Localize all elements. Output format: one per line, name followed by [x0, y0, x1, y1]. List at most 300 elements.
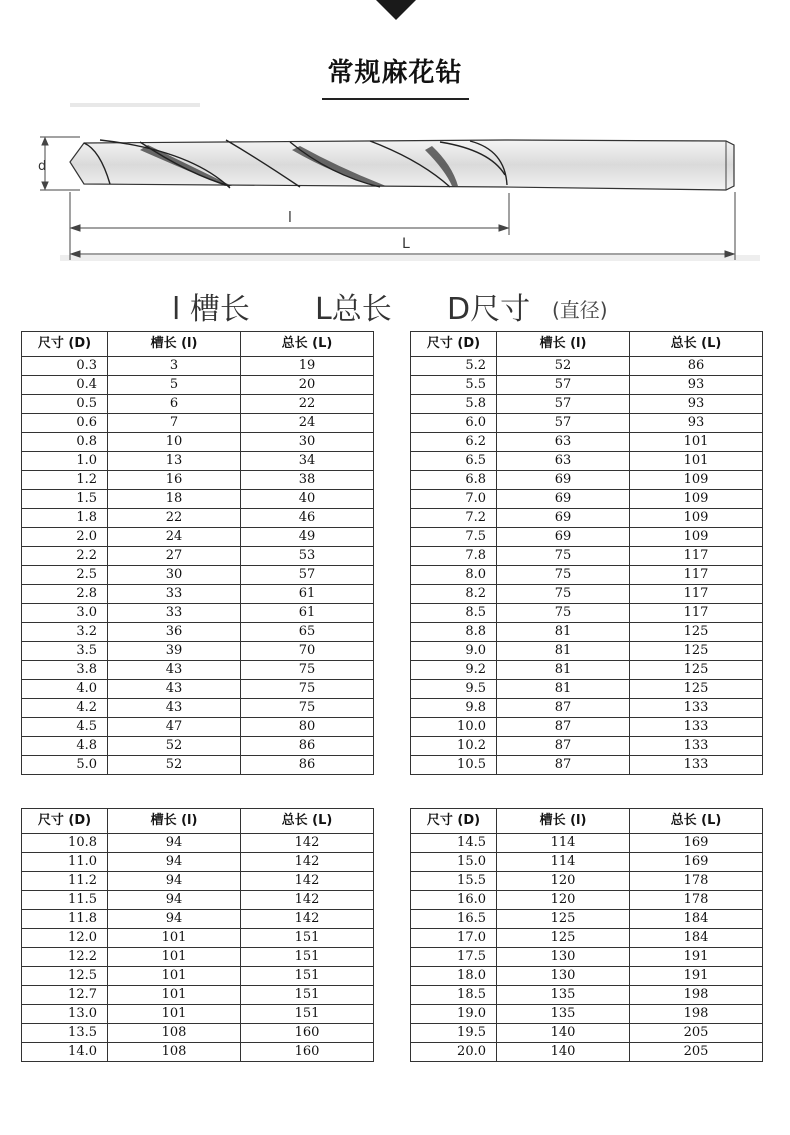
table-row — [22, 471, 374, 490]
cell-total-length: 101 — [630, 452, 763, 471]
cell-groove-length: 75 — [497, 585, 630, 604]
cell-groove-length: 87 — [497, 699, 630, 718]
cell-total-length: 34 — [241, 452, 374, 471]
cell-size: 0.4 — [22, 376, 108, 395]
cell-groove-length: 130 — [497, 967, 630, 986]
cell-total-length: 205 — [630, 1024, 763, 1043]
table-row — [22, 433, 374, 452]
cell-groove-length: 6 — [108, 395, 241, 414]
cell-size: 1.2 — [22, 471, 108, 490]
cell-size: 9.8 — [411, 699, 497, 718]
cell-size: 3.2 — [22, 623, 108, 642]
spec-table-4 — [410, 808, 763, 1062]
cell-total-length: 49 — [241, 528, 374, 547]
spec-table-1 — [21, 331, 374, 775]
table-row — [22, 357, 374, 376]
cell-total-length: 191 — [630, 967, 763, 986]
table-row — [411, 718, 763, 737]
cell-groove-length: 120 — [497, 891, 630, 910]
cell-groove-length: 75 — [497, 547, 630, 566]
header-total-length: 总长 (L) — [241, 332, 374, 357]
cell-total-length: 151 — [241, 1005, 374, 1024]
cell-total-length: 151 — [241, 948, 374, 967]
header-groove-length: 槽长 (l) — [497, 809, 630, 834]
table-row — [22, 490, 374, 509]
cell-size: 17.0 — [411, 929, 497, 948]
cell-total-length: 93 — [630, 376, 763, 395]
table-row — [22, 986, 374, 1005]
cell-total-length: 125 — [630, 680, 763, 699]
cell-groove-length: 57 — [497, 414, 630, 433]
cell-groove-length: 33 — [108, 585, 241, 604]
page-title: 常规麻花钻 — [327, 58, 463, 88]
cell-groove-length: 81 — [497, 680, 630, 699]
cell-size: 2.2 — [22, 547, 108, 566]
cell-total-length: 169 — [630, 834, 763, 853]
cell-size: 12.2 — [22, 948, 108, 967]
cell-total-length: 125 — [630, 661, 763, 680]
table-row — [411, 585, 763, 604]
cell-groove-length: 94 — [108, 872, 241, 891]
cell-groove-length: 101 — [108, 967, 241, 986]
header-size: 尺寸 (D) — [22, 332, 108, 357]
cell-size: 0.3 — [22, 357, 108, 376]
table-row — [411, 395, 763, 414]
cell-groove-length: 81 — [497, 623, 630, 642]
cell-groove-length: 52 — [108, 737, 241, 756]
cell-size: 5.2 — [411, 357, 497, 376]
cell-total-length: 30 — [241, 433, 374, 452]
cell-size: 2.0 — [22, 528, 108, 547]
cell-groove-length: 39 — [108, 642, 241, 661]
table-row — [411, 699, 763, 718]
cell-size: 9.0 — [411, 642, 497, 661]
table-row — [22, 967, 374, 986]
cell-total-length: 133 — [630, 718, 763, 737]
cell-total-length: 65 — [241, 623, 374, 642]
table-row — [411, 414, 763, 433]
header-size: 尺寸 (D) — [411, 332, 497, 357]
cell-size: 10.2 — [411, 737, 497, 756]
cell-total-length: 109 — [630, 490, 763, 509]
cell-total-length: 205 — [630, 1043, 763, 1062]
cell-size: 11.0 — [22, 853, 108, 872]
cell-total-length: 53 — [241, 547, 374, 566]
table-row — [411, 490, 763, 509]
cell-size: 8.2 — [411, 585, 497, 604]
cell-size: 19.5 — [411, 1024, 497, 1043]
cell-size: 10.5 — [411, 756, 497, 775]
spec-table-2 — [410, 331, 763, 775]
cell-total-length: 61 — [241, 604, 374, 623]
cell-groove-length: 125 — [497, 929, 630, 948]
cell-total-length: 109 — [630, 471, 763, 490]
cell-groove-length: 36 — [108, 623, 241, 642]
cell-groove-length: 33 — [108, 604, 241, 623]
table-row — [411, 948, 763, 967]
cell-size: 13.0 — [22, 1005, 108, 1024]
table-row — [411, 986, 763, 1005]
cell-total-length: 178 — [630, 872, 763, 891]
cell-groove-length: 108 — [108, 1043, 241, 1062]
header-groove-length: 槽长 (l) — [108, 332, 241, 357]
cell-size: 9.2 — [411, 661, 497, 680]
cell-size: 11.8 — [22, 910, 108, 929]
drill-bit-diagram — [0, 100, 790, 280]
cell-size: 14.5 — [411, 834, 497, 853]
cell-size: 15.5 — [411, 872, 497, 891]
cell-groove-length: 140 — [497, 1043, 630, 1062]
cell-size: 11.5 — [22, 891, 108, 910]
cell-size: 5.0 — [22, 756, 108, 775]
cell-size: 3.5 — [22, 642, 108, 661]
cell-groove-length: 94 — [108, 853, 241, 872]
header-groove-length: 槽长 (l) — [497, 332, 630, 357]
cell-total-length: 93 — [630, 395, 763, 414]
cell-size: 6.5 — [411, 452, 497, 471]
table-row — [411, 834, 763, 853]
dimension-l-label: l — [288, 210, 292, 226]
cell-size: 9.5 — [411, 680, 497, 699]
cell-groove-length: 57 — [497, 376, 630, 395]
table-row — [411, 528, 763, 547]
cell-size: 11.2 — [22, 872, 108, 891]
table-row — [411, 1005, 763, 1024]
table-row — [22, 376, 374, 395]
cell-groove-length: 57 — [497, 395, 630, 414]
cell-groove-length: 135 — [497, 1005, 630, 1024]
table-row — [22, 623, 374, 642]
cell-total-length: 178 — [630, 891, 763, 910]
cell-size: 2.8 — [22, 585, 108, 604]
cell-groove-length: 81 — [497, 661, 630, 680]
cell-total-length: 86 — [241, 737, 374, 756]
cell-groove-length: 75 — [497, 604, 630, 623]
cell-groove-length: 27 — [108, 547, 241, 566]
cell-groove-length: 94 — [108, 891, 241, 910]
cell-total-length: 191 — [630, 948, 763, 967]
cell-groove-length: 108 — [108, 1024, 241, 1043]
table-row — [22, 891, 374, 910]
cell-groove-length: 81 — [497, 642, 630, 661]
cell-size: 8.8 — [411, 623, 497, 642]
legend-size-note: (直径) — [552, 298, 608, 322]
cell-total-length: 184 — [630, 929, 763, 948]
cell-total-length: 160 — [241, 1043, 374, 1062]
table-row — [22, 948, 374, 967]
cell-size: 4.8 — [22, 737, 108, 756]
cell-size: 3.0 — [22, 604, 108, 623]
cell-total-length: 61 — [241, 585, 374, 604]
table-row — [411, 604, 763, 623]
cell-total-length: 86 — [241, 756, 374, 775]
cell-total-length: 75 — [241, 699, 374, 718]
table-row — [411, 680, 763, 699]
table-row — [22, 566, 374, 585]
cell-groove-length: 69 — [497, 490, 630, 509]
cell-total-length: 70 — [241, 642, 374, 661]
table-row — [22, 929, 374, 948]
cell-size: 8.5 — [411, 604, 497, 623]
dimension-d-label: d — [38, 159, 47, 174]
cell-total-length: 184 — [630, 910, 763, 929]
cell-total-length: 151 — [241, 986, 374, 1005]
cell-total-length: 86 — [630, 357, 763, 376]
cell-groove-length: 87 — [497, 737, 630, 756]
cell-total-length: 142 — [241, 834, 374, 853]
cell-groove-length: 43 — [108, 680, 241, 699]
table-row — [411, 756, 763, 775]
cell-groove-length: 101 — [108, 929, 241, 948]
cell-groove-length: 18 — [108, 490, 241, 509]
cell-size: 12.0 — [22, 929, 108, 948]
cell-total-length: 93 — [630, 414, 763, 433]
table-row — [22, 737, 374, 756]
cell-groove-length: 69 — [497, 471, 630, 490]
spec-table-3 — [21, 808, 374, 1062]
cell-size: 19.0 — [411, 1005, 497, 1024]
table-row — [22, 872, 374, 891]
cell-total-length: 20 — [241, 376, 374, 395]
header-total-length: 总长 (L) — [241, 809, 374, 834]
cell-total-length: 169 — [630, 853, 763, 872]
cell-groove-length: 101 — [108, 986, 241, 1005]
cell-total-length: 40 — [241, 490, 374, 509]
cell-total-length: 160 — [241, 1024, 374, 1043]
cell-total-length: 80 — [241, 718, 374, 737]
table-row — [22, 834, 374, 853]
cell-size: 20.0 — [411, 1043, 497, 1062]
legend-total: L总长 — [315, 292, 392, 327]
cell-size: 12.7 — [22, 986, 108, 1005]
cell-size: 17.5 — [411, 948, 497, 967]
table-row — [22, 585, 374, 604]
header-total-length: 总长 (L) — [630, 809, 763, 834]
cell-size: 5.5 — [411, 376, 497, 395]
cell-total-length: 198 — [630, 986, 763, 1005]
cell-total-length: 117 — [630, 547, 763, 566]
table-row — [411, 509, 763, 528]
cell-total-length: 22 — [241, 395, 374, 414]
cell-groove-length: 24 — [108, 528, 241, 547]
header-size: 尺寸 (D) — [22, 809, 108, 834]
table-row — [22, 547, 374, 566]
cell-groove-length: 94 — [108, 910, 241, 929]
dimension-L-label: L — [402, 236, 410, 252]
cell-size: 7.8 — [411, 547, 497, 566]
header-total-length: 总长 (L) — [630, 332, 763, 357]
cell-size: 7.2 — [411, 509, 497, 528]
cell-groove-length: 43 — [108, 699, 241, 718]
table-row — [22, 452, 374, 471]
cell-size: 4.2 — [22, 699, 108, 718]
cell-size: 18.5 — [411, 986, 497, 1005]
table-row — [22, 756, 374, 775]
cell-groove-length: 7 — [108, 414, 241, 433]
cell-total-length: 75 — [241, 680, 374, 699]
cell-size: 18.0 — [411, 967, 497, 986]
cell-total-length: 75 — [241, 661, 374, 680]
table-row — [411, 452, 763, 471]
table-row — [22, 699, 374, 718]
cell-size: 1.0 — [22, 452, 108, 471]
cell-groove-length: 30 — [108, 566, 241, 585]
cell-total-length: 101 — [630, 433, 763, 452]
table-row — [411, 967, 763, 986]
table-row — [22, 718, 374, 737]
table-row — [411, 891, 763, 910]
table-row — [22, 680, 374, 699]
cell-groove-length: 3 — [108, 357, 241, 376]
table-row — [22, 853, 374, 872]
table-row — [22, 528, 374, 547]
table-row — [22, 642, 374, 661]
table-row — [411, 566, 763, 585]
cell-groove-length: 43 — [108, 661, 241, 680]
cell-groove-length: 87 — [497, 756, 630, 775]
cell-groove-length: 101 — [108, 948, 241, 967]
cell-size: 0.8 — [22, 433, 108, 452]
drill-body — [70, 140, 734, 190]
cell-groove-length: 114 — [497, 834, 630, 853]
cell-total-length: 133 — [630, 699, 763, 718]
cell-total-length: 19 — [241, 357, 374, 376]
cell-groove-length: 52 — [108, 756, 241, 775]
cell-size: 7.5 — [411, 528, 497, 547]
legend-size: D尺寸 — [447, 292, 531, 327]
table-row — [411, 433, 763, 452]
cell-total-length: 198 — [630, 1005, 763, 1024]
table-row — [22, 1043, 374, 1062]
cell-size: 6.2 — [411, 433, 497, 452]
header-groove-length: 槽长 (l) — [108, 809, 241, 834]
cell-total-length: 46 — [241, 509, 374, 528]
cell-groove-length: 22 — [108, 509, 241, 528]
cell-total-length: 117 — [630, 566, 763, 585]
cell-size: 13.5 — [22, 1024, 108, 1043]
cell-size: 6.8 — [411, 471, 497, 490]
cell-size: 5.8 — [411, 395, 497, 414]
table-row — [22, 1005, 374, 1024]
cell-groove-length: 63 — [497, 433, 630, 452]
cell-total-length: 151 — [241, 929, 374, 948]
cell-total-length: 142 — [241, 853, 374, 872]
cell-size: 16.5 — [411, 910, 497, 929]
cell-total-length: 133 — [630, 756, 763, 775]
cell-groove-length: 69 — [497, 509, 630, 528]
down-arrow-icon — [376, 0, 416, 20]
table-row — [411, 623, 763, 642]
table-row — [411, 547, 763, 566]
cell-groove-length: 63 — [497, 452, 630, 471]
cell-size: 0.5 — [22, 395, 108, 414]
cell-size: 10.0 — [411, 718, 497, 737]
cell-groove-length: 120 — [497, 872, 630, 891]
cell-total-length: 125 — [630, 623, 763, 642]
cell-total-length: 109 — [630, 509, 763, 528]
cell-size: 16.0 — [411, 891, 497, 910]
table-row — [22, 910, 374, 929]
cell-size: 15.0 — [411, 853, 497, 872]
cell-size: 14.0 — [22, 1043, 108, 1062]
header-size: 尺寸 (D) — [411, 809, 497, 834]
cell-groove-length: 10 — [108, 433, 241, 452]
cell-groove-length: 114 — [497, 853, 630, 872]
cell-size: 6.0 — [411, 414, 497, 433]
table-row — [411, 1024, 763, 1043]
cell-size: 2.5 — [22, 566, 108, 585]
cell-size: 12.5 — [22, 967, 108, 986]
cell-total-length: 57 — [241, 566, 374, 585]
cell-size: 4.5 — [22, 718, 108, 737]
table-row — [22, 509, 374, 528]
cell-total-length: 109 — [630, 528, 763, 547]
cell-groove-length: 75 — [497, 566, 630, 585]
cell-total-length: 24 — [241, 414, 374, 433]
table-row — [411, 357, 763, 376]
cell-groove-length: 69 — [497, 528, 630, 547]
cell-size: 4.0 — [22, 680, 108, 699]
table-row — [22, 395, 374, 414]
cell-total-length: 117 — [630, 604, 763, 623]
cell-groove-length: 125 — [497, 910, 630, 929]
cell-total-length: 151 — [241, 967, 374, 986]
cell-groove-length: 135 — [497, 986, 630, 1005]
cell-groove-length: 87 — [497, 718, 630, 737]
table-row — [411, 471, 763, 490]
cell-size: 0.6 — [22, 414, 108, 433]
cell-groove-length: 16 — [108, 471, 241, 490]
cell-total-length: 125 — [630, 642, 763, 661]
table-row — [411, 661, 763, 680]
cell-total-length: 142 — [241, 872, 374, 891]
cell-size: 3.8 — [22, 661, 108, 680]
cell-total-length: 133 — [630, 737, 763, 756]
table-row — [411, 872, 763, 891]
table-row — [22, 661, 374, 680]
cell-size: 8.0 — [411, 566, 497, 585]
cell-size: 10.8 — [22, 834, 108, 853]
cell-groove-length: 47 — [108, 718, 241, 737]
table-row — [411, 737, 763, 756]
cell-total-length: 142 — [241, 891, 374, 910]
cell-total-length: 117 — [630, 585, 763, 604]
cell-size: 7.0 — [411, 490, 497, 509]
cell-groove-length: 52 — [497, 357, 630, 376]
cell-size: 1.5 — [22, 490, 108, 509]
table-row — [411, 1043, 763, 1062]
cell-total-length: 38 — [241, 471, 374, 490]
cell-groove-length: 5 — [108, 376, 241, 395]
cell-groove-length: 101 — [108, 1005, 241, 1024]
table-row — [411, 929, 763, 948]
table-row — [411, 642, 763, 661]
cell-groove-length: 140 — [497, 1024, 630, 1043]
cell-groove-length: 94 — [108, 834, 241, 853]
legend-groove: l 槽长 — [172, 292, 250, 327]
cell-total-length: 142 — [241, 910, 374, 929]
cell-size: 1.8 — [22, 509, 108, 528]
table-row — [22, 414, 374, 433]
cell-groove-length: 130 — [497, 948, 630, 967]
legend — [0, 284, 790, 327]
table-row — [411, 910, 763, 929]
cell-groove-length: 13 — [108, 452, 241, 471]
table-row — [22, 604, 374, 623]
table-row — [411, 853, 763, 872]
table-row — [22, 1024, 374, 1043]
table-row — [411, 376, 763, 395]
